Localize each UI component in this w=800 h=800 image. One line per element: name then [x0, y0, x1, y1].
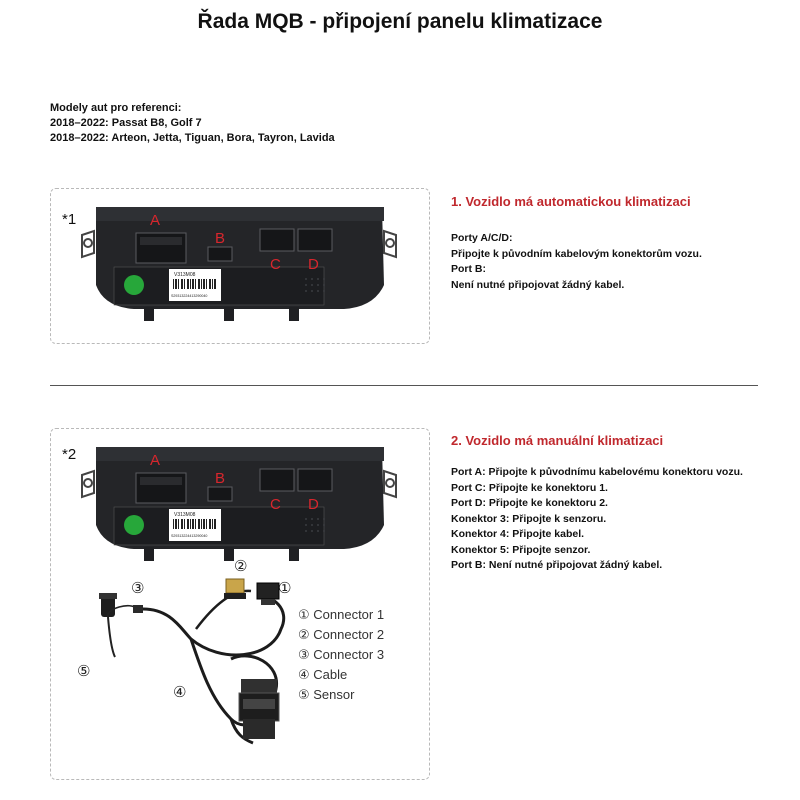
port-label-c: C [270, 496, 281, 513]
sticker-model: V313M08 [174, 272, 196, 278]
port-label-d: D [308, 256, 319, 273]
cable-harness-image [81, 569, 311, 774]
section-1-title: 1. Vozidlo má automatickou klimatizaci [451, 194, 691, 209]
port-label-d: D [308, 496, 319, 513]
connector-1-number: ① [278, 580, 292, 597]
connector-3-number: ③ [131, 580, 145, 597]
section-2-info [451, 465, 746, 574]
port-label-a: A [150, 452, 161, 469]
port-label-b: B [215, 470, 226, 487]
reference-heading: Modely aut pro referenci: [50, 102, 182, 114]
climate-panel-image-2 [74, 435, 404, 575]
section-2-line: Konektor 3: Připojte k senzoru. [451, 512, 607, 525]
section-2-line: Port C: Připojte ke konektoru 1. [451, 481, 608, 494]
section-2-line: Konektor 5: Připojte senzor. [451, 543, 591, 556]
port-label-c: C [270, 256, 281, 273]
climate-panel-image-1 [74, 195, 404, 335]
section-1-line: Není nutné připojovat žádný kabel. [451, 278, 625, 291]
panel-image-box-2 [50, 428, 430, 780]
harness-legend [298, 605, 384, 705]
sticker-model: V313M08 [174, 512, 196, 518]
reference-line-1: 2018–2022: Passat B8, Golf 7 [50, 117, 202, 129]
section-2-line: Port B: Není nutné připojovat žádný kabel. [451, 559, 663, 571]
sensor-number: ⑤ [77, 663, 91, 680]
section-divider [50, 385, 758, 386]
section-1-line: Porty A/C/D: [451, 232, 513, 244]
section-2-line: Konektor 4: Připojte kabel. [451, 528, 585, 540]
legend-item: ① Connector 1 [298, 607, 385, 622]
legend-item: ② Connector 2 [298, 627, 385, 642]
connector-2-number: ② [234, 558, 248, 575]
reference-line-2: 2018–2022: Arteon, Jetta, Tiguan, Bora, Tayron, Lavida [50, 132, 335, 144]
section-1-marker: *1 [62, 211, 77, 228]
section-2-line: Port D: Připojte ke konektoru 2. [451, 497, 608, 509]
legend-item: ④ Cable [298, 667, 348, 682]
page-title: Řada MQB - připojení panelu klimatizace [197, 10, 603, 33]
port-label-a: A [150, 212, 161, 229]
legend-item: ③ Connector 3 [298, 647, 385, 662]
sensor-icon [99, 593, 137, 657]
section-1-line: Port B: [451, 263, 486, 275]
section-2-marker: *2 [62, 446, 77, 463]
section-1-line: Připojte k původním kabelovým konektorům vozu. [451, 247, 702, 260]
sticker-serial: S29313224413290040 [171, 294, 208, 298]
section-1-info [451, 231, 751, 293]
reference-models [50, 101, 335, 146]
panel-image-box-1 [50, 188, 430, 344]
section-2-line: Port A: Připojte k původnímu kabelovému konektoru vozu. [451, 466, 743, 478]
sticker-serial: S29313224413290040 [171, 534, 208, 538]
legend-item: ⑤ Sensor [298, 687, 355, 702]
section-2-title: 2. Vozidlo má manuální klimatizaci [451, 433, 664, 448]
port-label-b: B [215, 230, 226, 247]
cable-number: ④ [173, 684, 187, 701]
